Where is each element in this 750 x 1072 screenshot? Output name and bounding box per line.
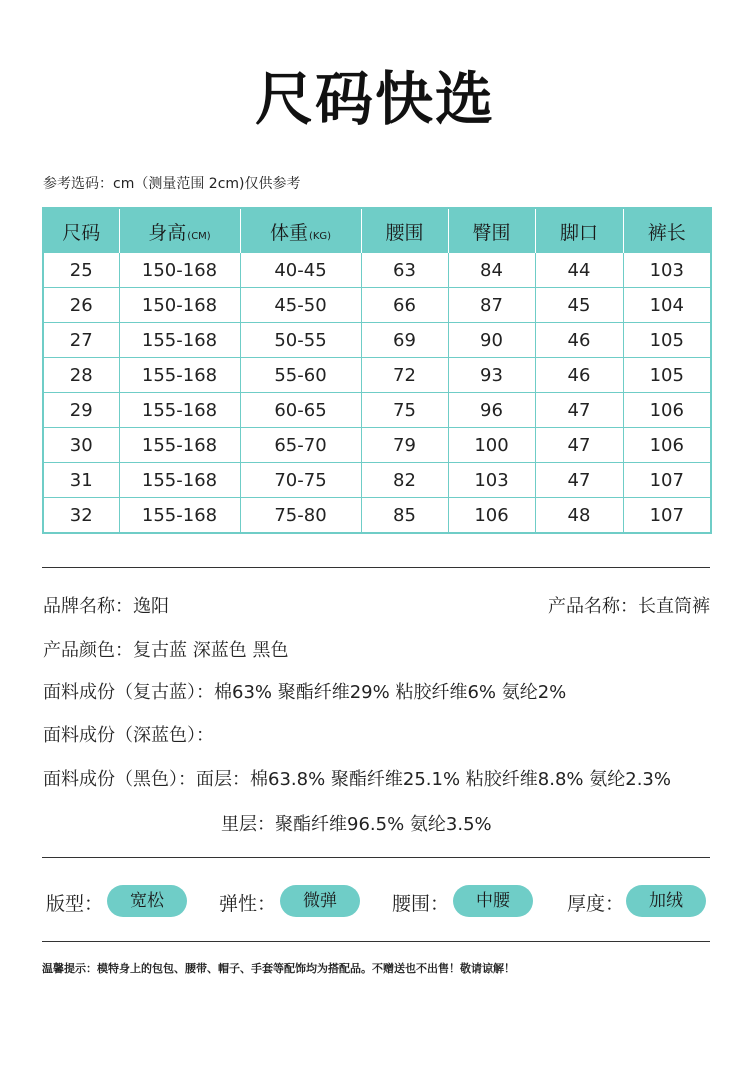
table-cell: 50-55 [240,323,361,358]
product-colors: 产品颜色：复古蓝 深蓝色 黑色 [43,640,289,661]
table-cell: 87 [448,288,535,323]
column-header-label: 体重 [269,221,308,244]
size-chart-table [42,207,712,534]
column-header [535,208,623,253]
table-cell: 70-75 [240,463,361,498]
brand-name: 品牌名称：逸阳 [43,596,169,617]
table-cell: 47 [535,463,623,498]
table-cell: 103 [448,463,535,498]
table-cell: 96 [448,393,535,428]
stretch-label: 弹性： [219,893,277,915]
table-cell: 150-168 [119,288,240,323]
column-header-label: 尺码 [62,221,101,244]
table-cell: 25 [43,253,119,288]
table-cell: 90 [448,323,535,358]
table-cell: 155-168 [119,393,240,428]
fabric-black-outer: 面料成份（黑色）：面层：棉63.8% 聚酯纤维25.1% 粘胶纤维8.8% 氨纶2.3% [43,769,671,790]
table-cell: 30 [43,428,119,463]
table-cell: 155-168 [119,358,240,393]
table-cell: 46 [535,358,623,393]
table-cell: 55-60 [240,358,361,393]
table-cell: 31 [43,463,119,498]
table-cell: 45-50 [240,288,361,323]
table-cell: 29 [43,393,119,428]
column-header [240,208,361,253]
table-cell: 82 [361,463,448,498]
warm-tip: 温馨提示：模特身上的包包、腰带、帽子、手套等配饰均为搭配品。不赠送也不出售！敬请谅解！ [42,962,515,975]
table-cell: 69 [361,323,448,358]
column-header [623,208,711,253]
fit-label: 版型： [46,893,104,915]
page-title: 尺码快选 [254,65,495,133]
fabric-retro-blue: 面料成份（复古蓝）：棉63% 聚酯纤维29% 粘胶纤维6% 氨纶2% [43,682,567,703]
table-header-row [43,208,711,253]
column-header [361,208,448,253]
table-cell: 45 [535,288,623,323]
thickness-label: 厚度： [567,893,625,915]
table-cell: 40-45 [240,253,361,288]
thickness-badge: 加绒 [626,885,706,917]
table-cell: 155-168 [119,428,240,463]
table-cell: 28 [43,358,119,393]
column-header [119,208,240,253]
stretch-badge: 微弹 [280,885,360,917]
table-cell: 105 [623,323,711,358]
table-cell: 72 [361,358,448,393]
table-row [43,393,711,428]
table-cell: 104 [623,288,711,323]
attribute-row [42,883,710,919]
table-cell: 93 [448,358,535,393]
table-row [43,428,711,463]
table-cell: 47 [535,393,623,428]
waist-badge: 中腰 [453,885,533,917]
table-cell: 47 [535,428,623,463]
table-row [43,323,711,358]
table-cell: 44 [535,253,623,288]
table-cell: 155-168 [119,463,240,498]
table-cell: 105 [623,358,711,393]
table-cell: 106 [448,498,535,534]
table-row [43,253,711,288]
table-cell: 66 [361,288,448,323]
table-cell: 85 [361,498,448,534]
table-cell: 150-168 [119,253,240,288]
column-header [43,208,119,253]
table-cell: 48 [535,498,623,534]
table-row [43,463,711,498]
column-header-unit: (KG) [308,230,332,242]
column-header-unit: (CM) [187,230,211,242]
column-header-label: 裤长 [647,221,686,244]
fit-badge: 宽松 [107,885,187,917]
divider [42,941,710,942]
table-cell: 84 [448,253,535,288]
product-name: 产品名称：长直筒裤 [548,596,710,617]
table-cell: 155-168 [119,498,240,534]
column-header-label: 脚口 [559,221,598,244]
table-cell: 60-65 [240,393,361,428]
table-row [43,498,711,534]
table-row [43,288,711,323]
table-cell: 107 [649,504,684,526]
column-header [448,208,535,253]
column-header-label: 臀围 [472,221,511,244]
table-cell: 27 [43,323,119,358]
divider [42,567,710,568]
table-cell: 106 [623,393,711,428]
waist-label: 腰围： [392,893,450,915]
table-cell: 46 [535,323,623,358]
table-body [43,253,711,533]
table-cell: 32 [43,498,119,534]
table-cell: 100 [448,428,535,463]
table-cell: 65-70 [240,428,361,463]
column-header-label: 腰围 [385,221,424,244]
table-row [43,358,711,393]
column-header-label: 身高 [148,221,187,244]
fabric-black-inner: 里层：聚酯纤维96.5% 氨纶3.5% [221,814,492,835]
table-cell: 155-168 [119,323,240,358]
table-cell: 75 [361,393,448,428]
table-cell: 26 [43,288,119,323]
table-cell: 107 [623,463,711,498]
fabric-navy: 面料成份（深蓝色）： [43,725,214,746]
table-cell: 106 [623,428,711,463]
divider [42,857,710,858]
table-cell: 79 [361,428,448,463]
table-cell: 63 [361,253,448,288]
table-cell: 103 [623,253,711,288]
table-cell: 75-80 [240,498,361,534]
reference-note: 参考选码：cm（测量范围 2cm)仅供参考 [43,176,301,192]
